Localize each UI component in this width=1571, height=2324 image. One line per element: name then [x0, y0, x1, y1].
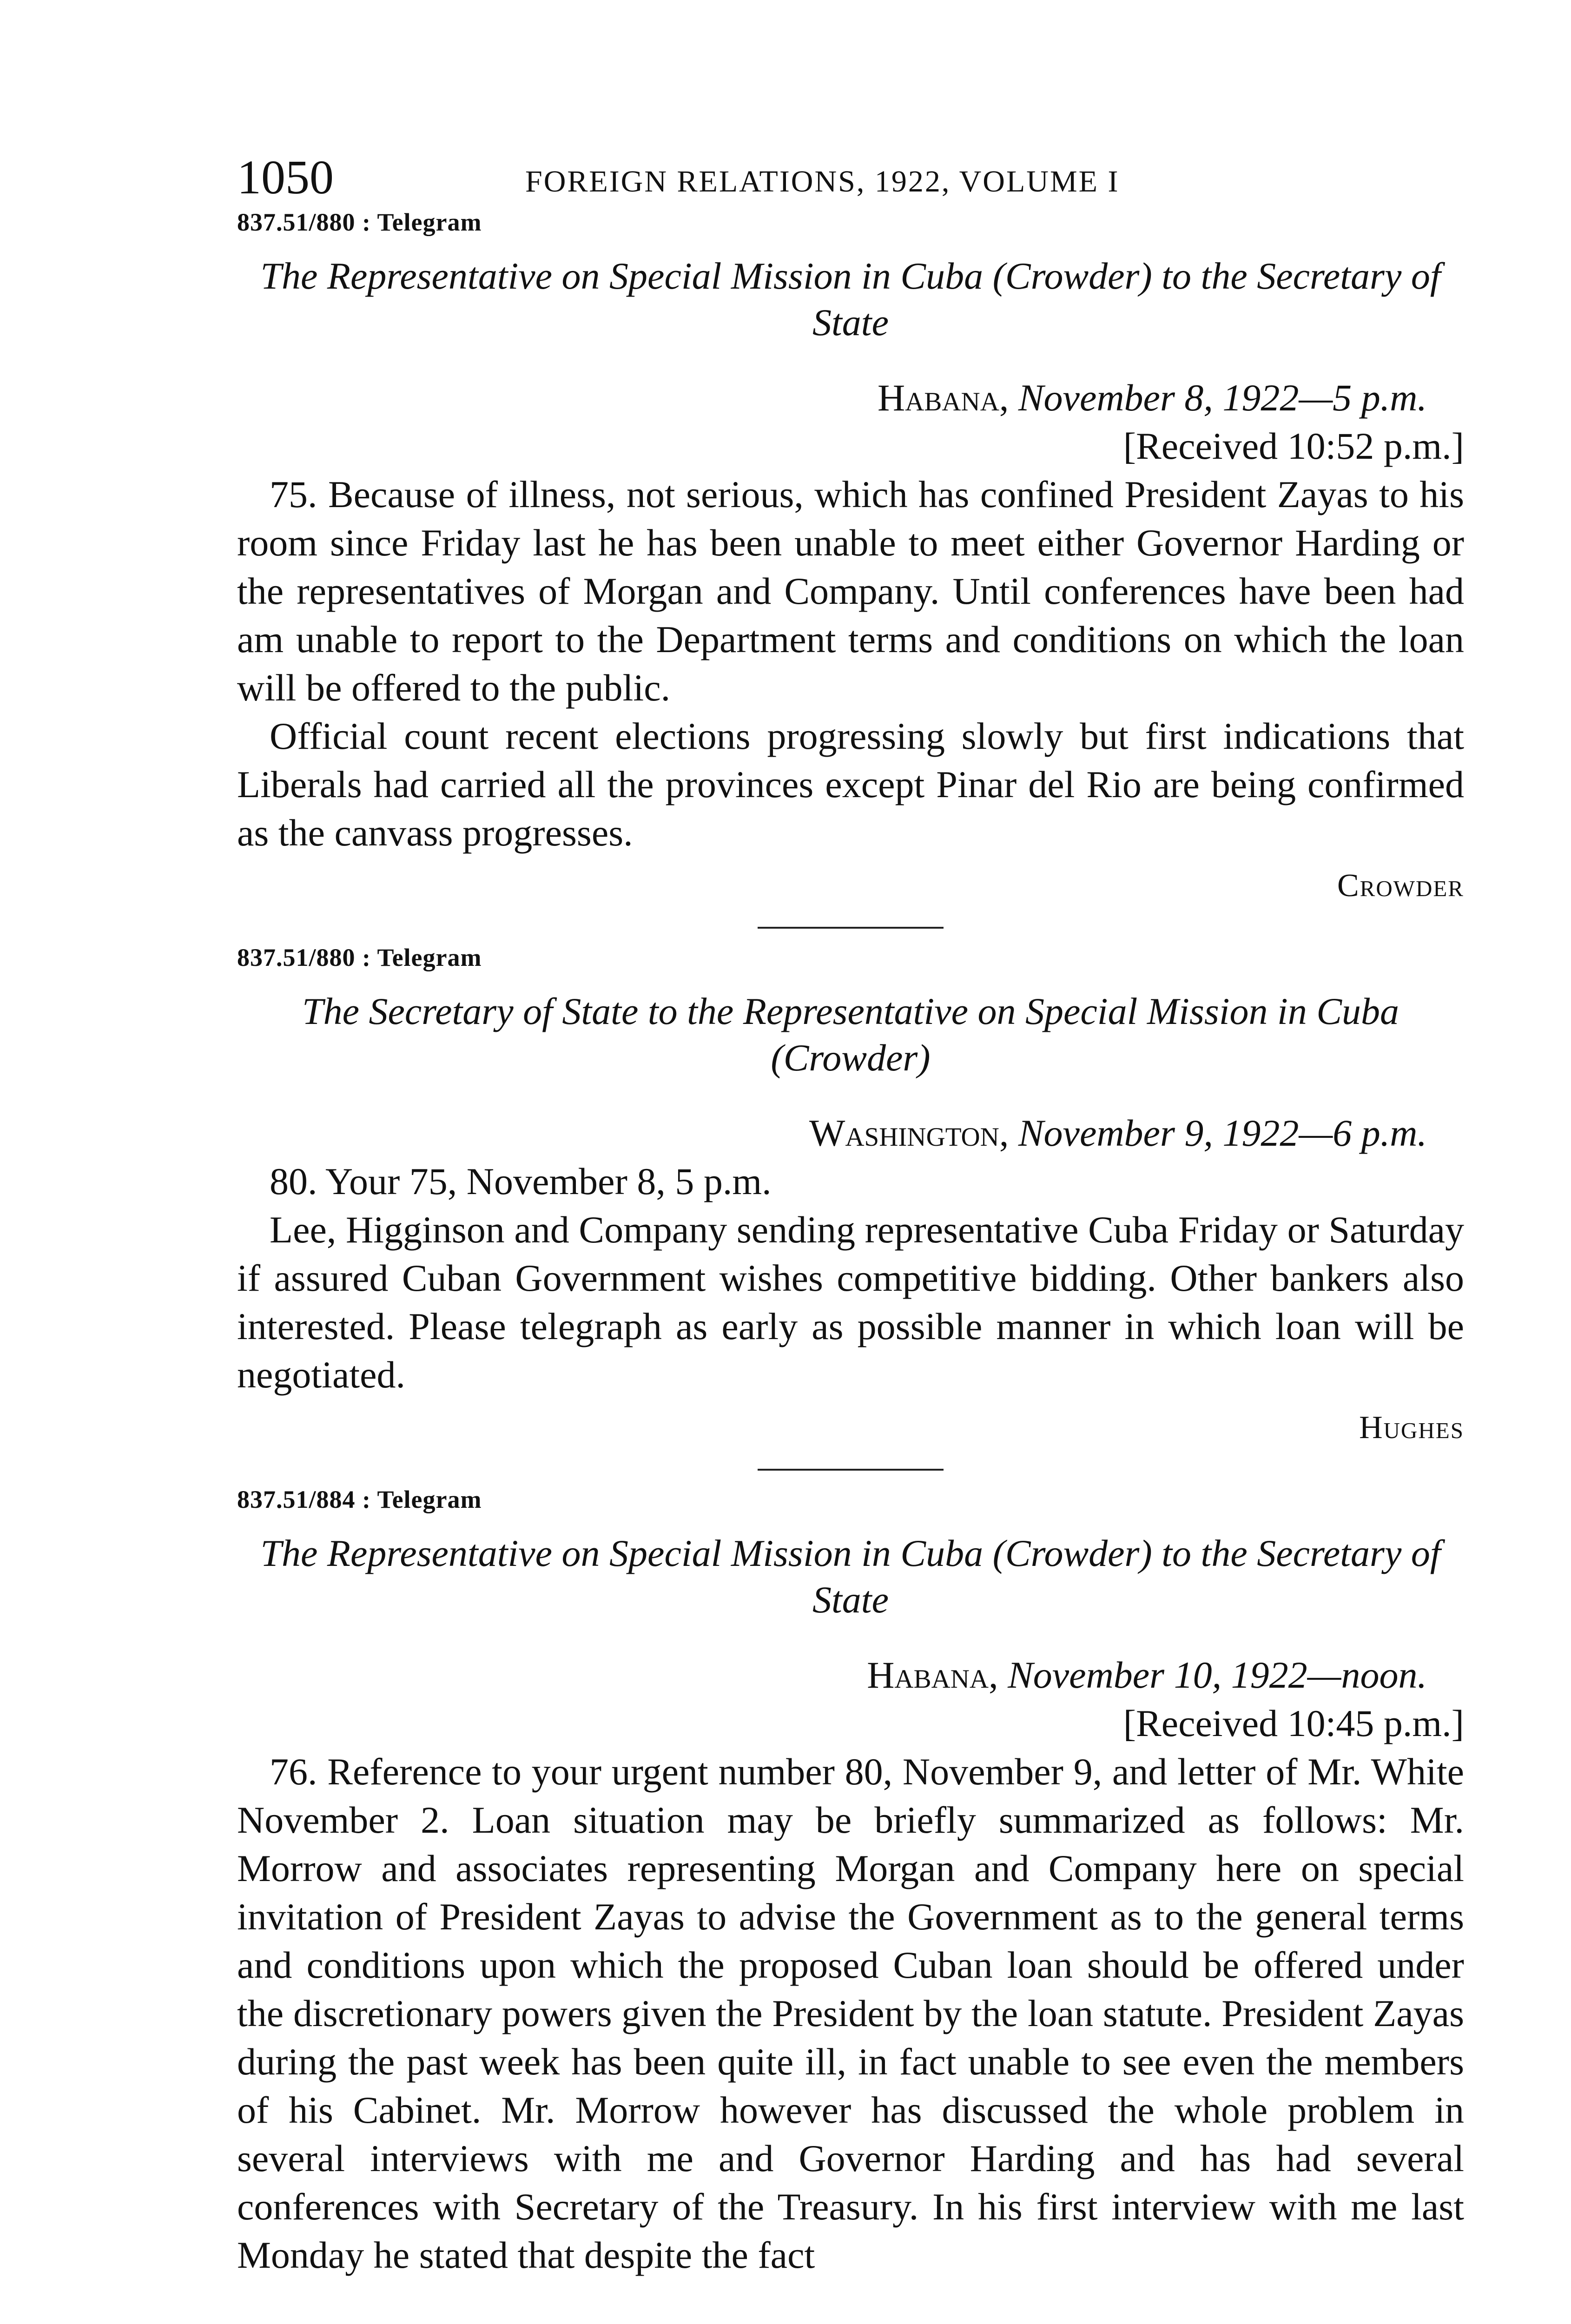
dateline-place: Habana, [867, 1654, 998, 1696]
document-heading: The Representative on Special Mission in Cuba (Crowder) to the Secretary of State [260, 255, 1441, 343]
received-note: [Received 10:45 p.m.] [1123, 1702, 1464, 1744]
dateline [237, 1109, 1464, 1157]
file-number: 837.51/880 : Telegram [237, 208, 482, 236]
dateline-date: November 8, 1922—5 p.m. [1018, 376, 1427, 419]
document-heading: The Secretary of State to the Representative on Special Mission in Cuba (Crowder) [302, 990, 1399, 1079]
section-divider [758, 1469, 944, 1471]
dateline [237, 1651, 1464, 1699]
received-note: [Received 10:52 p.m.] [1123, 425, 1464, 467]
file-number: 837.51/884 : Telegram [237, 1486, 482, 1513]
paragraph: 75. Because of illness, not serious, which has confined President Zayas to his room since Friday last he has been unable to meet either Governor Harding or the representatives of Morgan and Company. Until conferences have been had am unable to report to the Department terms and conditions on which the loan will be offered to the public. [237, 473, 1464, 709]
paragraph: 80. Your 75, November 8, 5 p.m. [270, 1160, 772, 1202]
dateline-place: Washington, [809, 1112, 1009, 1154]
running-head [237, 153, 1464, 209]
dateline [237, 374, 1464, 422]
telegram-3 [237, 1483, 1464, 2279]
file-number: 837.51/880 : Telegram [237, 944, 482, 971]
page-number: 1050 [237, 151, 334, 204]
telegram-2 [237, 941, 1464, 1452]
telegram-1 [237, 205, 1464, 910]
document-heading: The Representative on Special Mission in Cuba (Crowder) to the Secretary of State [260, 1532, 1441, 1621]
dateline-place: Habana, [877, 376, 1009, 419]
paragraph: 76. Reference to your urgent number 80, November 9, and letter of Mr. White November 2. Loan situation may be briefly summarized as follows: Mr. Morrow and associates representing Morgan and Company here on special invitation of President Zayas to advise the Government as to the general terms and conditions upon which the proposed Cuban loan should be offered under the discretionary powers given the President by the loan statute. President Zayas during the past week has been quite ill, in fact unable to see even the members of his Cabinet. Mr. Morrow however has discussed the whole problem in several interviews with me and Governor Harding and has had several conferences with Secretary of the Treasury. In his first interview with me last Monday he stated that despite the fact [237, 1750, 1464, 2276]
paragraph: Official count recent elections progressing slowly but first indications that Liberals had carried all the provinces except Pinar del Rio are being confirmed as the canvass progresses. [237, 715, 1464, 854]
document-page [237, 153, 1464, 2279]
running-title: FOREIGN RELATIONS, 1922, VOLUME I [525, 165, 1120, 198]
dateline-date: November 9, 1922—6 p.m. [1018, 1112, 1427, 1154]
signature: Hughes [1359, 1410, 1464, 1446]
dateline-date: November 10, 1922—noon. [1008, 1654, 1427, 1696]
paragraph: Lee, Higginson and Company sending representative Cuba Friday or Saturday if assured Cuban Government wishes competitive bidding. Other bankers also interested. Please telegraph as early as possible manner in which loan will be negotiated. [237, 1208, 1464, 1396]
section-divider [758, 927, 944, 929]
signature: Crowder [1337, 868, 1464, 904]
